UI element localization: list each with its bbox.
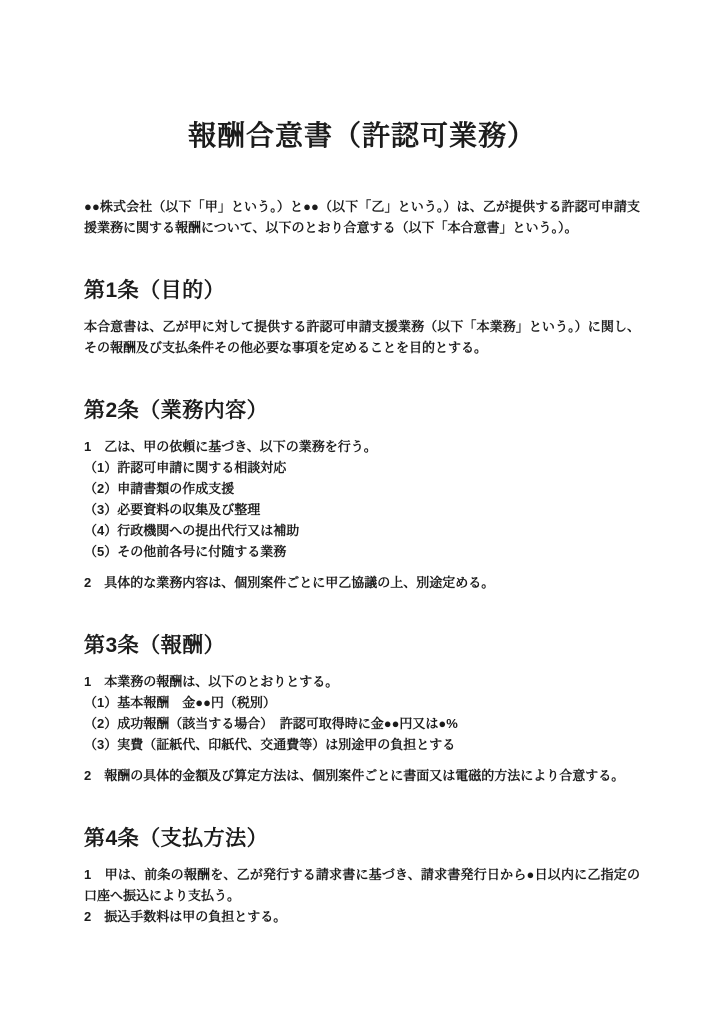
article-3-clause-1: 1 本業務の報酬は、以下のとおりとする。 bbox=[84, 674, 339, 689]
article-4-clause-1: 1 甲は、前条の報酬を、乙が発行する請求書に基づき、請求書発行日から●日以内に乙指定の口座へ振込により支払う。 bbox=[84, 867, 640, 903]
article-4-payment-method bbox=[84, 826, 640, 927]
article-3-item-3: （3）実費（証紙代、印紙代、交通費等）は別途甲の負担とする bbox=[84, 737, 456, 752]
article-1-purpose bbox=[84, 278, 640, 358]
article-2-clause-2: 2 具体的な業務内容は、個別案件ごとに甲乙協議の上、別途定める。 bbox=[84, 575, 495, 590]
article-4-clause-2: 2 振込手数料は甲の負担とする。 bbox=[84, 909, 287, 924]
article-2-heading: 第2条（業務内容） bbox=[84, 399, 269, 422]
article-2-item-2: （2）申請書類の作成支援 bbox=[84, 481, 235, 496]
article-2-item-4: （4）行政機関への提出代行又は補助 bbox=[84, 523, 300, 538]
article-2-item-3: （3）必要資料の収集及び整理 bbox=[84, 502, 261, 517]
article-2-scope-of-work bbox=[84, 398, 640, 593]
article-3-clause-2: 2 報酬の具体的金額及び算定方法は、個別案件ごとに書面又は電磁的方法により合意する。 bbox=[84, 768, 625, 783]
article-3-remuneration bbox=[84, 633, 640, 786]
article-2-item-1: （1）許認可申請に関する相談対応 bbox=[84, 460, 287, 475]
article-2-item-5: （5）その他前各号に付随する業務 bbox=[84, 544, 287, 559]
article-4-heading: 第4条（支払方法） bbox=[84, 827, 269, 850]
article-1-body: 本合意書は、乙が甲に対して提供する許認可申請支援業務（以下「本業務」という。）に関し、その報酬及び支払条件その他必要な事項を定めることを目的とする。 bbox=[84, 319, 640, 355]
article-1-heading: 第1条（目的） bbox=[84, 279, 226, 302]
article-3-heading: 第3条（報酬） bbox=[84, 634, 226, 657]
article-3-item-2: （2）成功報酬（該当する場合） 許認可取得時に金●●円又は●% bbox=[84, 716, 458, 731]
article-2-clause-1: 1 乙は、甲の依頼に基づき、以下の業務を行う。 bbox=[84, 439, 377, 454]
document-title: 報酬合意書（許認可業務） bbox=[187, 120, 536, 151]
intro-paragraph: ●●株式会社（以下「甲」という。）と●●（以下「乙」という。）は、乙が提供する許認可申請支援業務に関する報酬について、以下のとおり合意する（以下「本合意書」という。）。 bbox=[84, 199, 640, 235]
article-3-item-1: （1）基本報酬 金●●円（税別） bbox=[84, 695, 276, 710]
